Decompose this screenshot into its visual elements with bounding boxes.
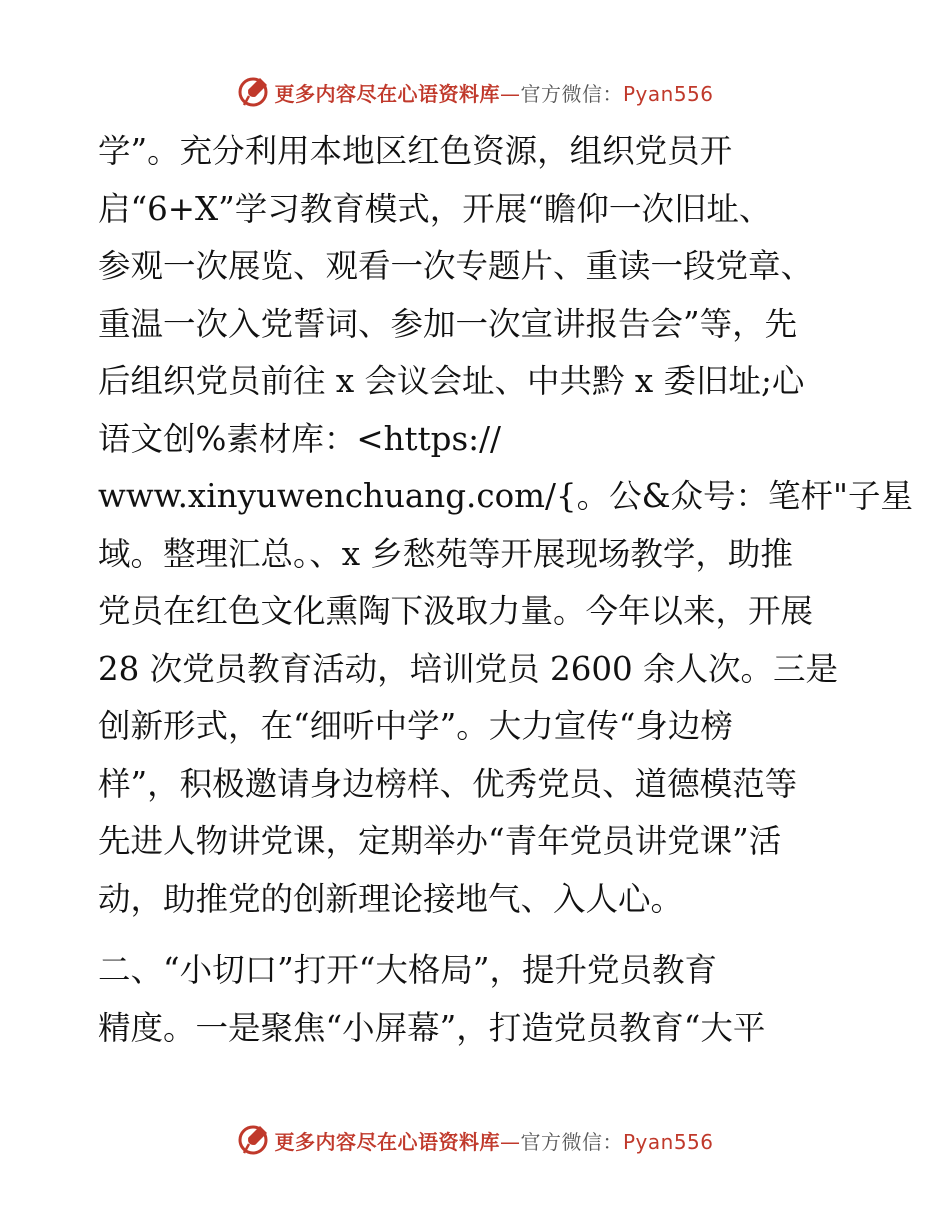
header-banner-wechat: Pyan556 — [622, 81, 714, 106]
body-line: 28 次党员教育活动，培训党员 2600 余人次。三是 — [98, 649, 839, 688]
body-line: 后组织党员前往 x 会议会址、中共黔 x 委旧址;心 — [98, 362, 805, 400]
body-line: 启“6+X”学习教育模式，开展“瞻仰一次旧址、 — [98, 189, 772, 228]
footer-banner-official: 官方微信： — [520, 1129, 623, 1154]
body-line: 语文创%素材库：<https:// — [98, 419, 501, 458]
section-heading-line: 二、“小切口”打开“大格局”，提升党员教育 — [98, 951, 717, 989]
header-banner-official: 官方微信： — [520, 81, 623, 106]
logo-icon — [236, 75, 270, 109]
body-line: 学”。充分利用本地区红色资源，组织党员开 — [98, 132, 733, 170]
header-banner-main: 更多内容尽在心语资料库 — [274, 81, 500, 106]
body-line: 创新形式，在“细听中学”。大力宣传“身边榜 — [98, 707, 733, 745]
footer-banner-sep: — — [499, 1129, 521, 1154]
body-line: 党员在红色文化熏陶下汲取力量。今年以来，开展 — [98, 592, 814, 630]
body-line: 先进人物讲党课，定期举办“青年党员讲党课”活 — [98, 822, 782, 860]
footer-banner-text — [274, 1126, 713, 1155]
body-line: 参观一次展览、观看一次专题片、重读一段党章、 — [98, 247, 814, 285]
logo-icon — [236, 1123, 270, 1157]
body-line: 动，助推党的创新理论接地气、入人心。 — [98, 879, 684, 918]
header-banner-text — [274, 78, 713, 107]
document-body — [98, 123, 913, 1057]
body-line: 样”，积极邀请身边榜样、优秀党员、道德模范等 — [98, 764, 798, 803]
header-banner-sep: — — [499, 81, 521, 106]
body-line: 重温一次入党誓词、参加一次宣讲报告会”等，先 — [98, 304, 798, 343]
footer-banner-wechat: Pyan556 — [622, 1129, 714, 1154]
header-banner — [0, 72, 950, 112]
body-line: www.xinyuwenchuang.com/{。公&众号：笔杆"子星 — [98, 477, 913, 515]
footer-banner — [0, 1120, 950, 1160]
body-line: 精度。一是聚焦“小屏幕”，打造党员教育“大平 — [98, 1008, 766, 1047]
footer-banner-main: 更多内容尽在心语资料库 — [274, 1129, 500, 1154]
body-line: 域。整理汇总。、x 乡愁苑等开展现场教学，助推 — [98, 534, 793, 573]
